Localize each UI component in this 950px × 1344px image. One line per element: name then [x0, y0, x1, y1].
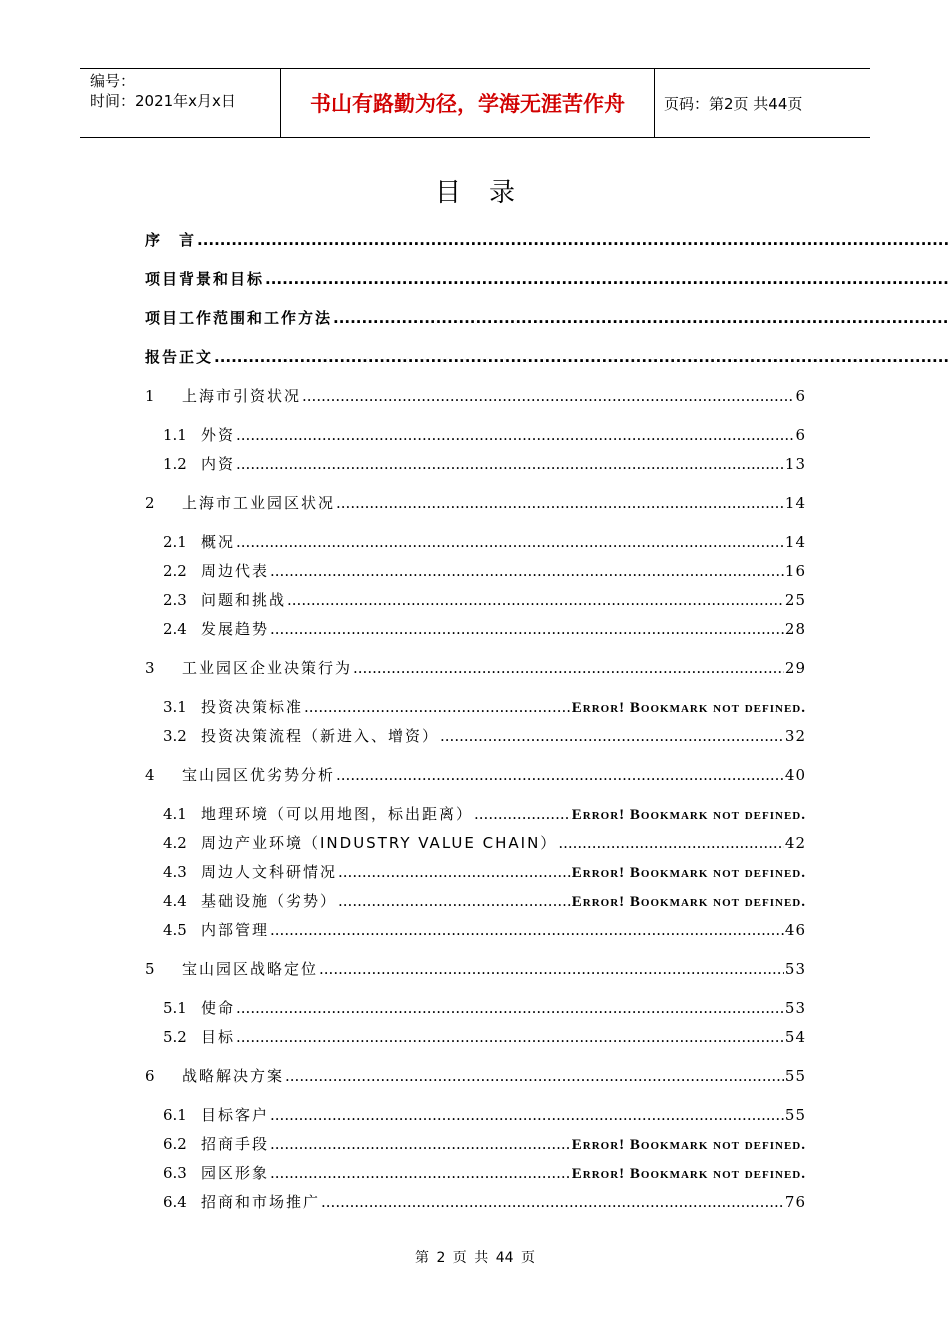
- toc-leader-dots: [236, 1028, 784, 1046]
- toc-entry[interactable]: [163, 589, 806, 611]
- toc-entry[interactable]: [145, 229, 950, 251]
- toc-entry-page: Error! Bookmark not defined.: [571, 807, 806, 823]
- toc-entry[interactable]: [145, 492, 806, 514]
- toc-entry-page: Error! Bookmark not defined.: [571, 894, 806, 910]
- toc-entry-number: 4.2: [163, 834, 187, 852]
- toc-entry-label: 园区形象: [201, 1164, 270, 1182]
- toc-leader-dots: [440, 727, 784, 745]
- toc-leader-dots: [270, 620, 784, 638]
- toc-entry[interactable]: [145, 657, 806, 679]
- toc-leader-dots: [353, 659, 784, 677]
- toc-leader-dots: [336, 494, 784, 512]
- toc-leader-dots: [558, 834, 784, 852]
- toc-entry-number: 5.2: [163, 1028, 187, 1046]
- toc-entry-label: 周边产业环境（INDUSTRY VALUE CHAIN）: [201, 834, 558, 852]
- toc-entry[interactable]: [163, 890, 806, 912]
- toc-leader-dots: [236, 533, 784, 551]
- toc-entry-label: 报告正文: [145, 348, 214, 366]
- toc-entry-number: 1.2: [163, 455, 187, 473]
- toc-leader-dots: [319, 960, 784, 978]
- toc-entry-label: 招商手段: [201, 1135, 270, 1153]
- toc-entry-label: 招商和市场推广: [201, 1193, 321, 1211]
- toc-entry[interactable]: [145, 346, 950, 368]
- toc-entry-number: 5: [145, 960, 155, 978]
- toc-entry-number: 6.3: [163, 1164, 187, 1182]
- toc-entry[interactable]: [163, 618, 806, 640]
- toc-entry-label: 上海市工业园区状况: [182, 494, 336, 512]
- toc-entry[interactable]: [163, 1133, 806, 1155]
- toc-entry[interactable]: [163, 997, 806, 1019]
- toc-entry-page: Error! Bookmark not defined.: [571, 865, 806, 881]
- toc-entry-number: 2.2: [163, 562, 187, 580]
- toc-leader-dots: [338, 892, 571, 910]
- toc-entry-number: 2.1: [163, 533, 187, 551]
- toc-entry-page: 14: [784, 494, 806, 512]
- toc-entry[interactable]: [145, 958, 806, 980]
- toc-entry[interactable]: [163, 919, 806, 941]
- toc-entry-page: 6: [795, 387, 806, 405]
- toc-entry-label: 概况: [201, 533, 236, 551]
- toc-leader-dots: [287, 591, 784, 609]
- toc-entry-page: 6: [795, 426, 806, 444]
- toc-entry-number: 2.4: [163, 620, 187, 638]
- toc-entry-page: 25: [784, 591, 806, 609]
- toc-entry-label: 使命: [201, 999, 236, 1017]
- header-number: 编号：: [90, 72, 136, 90]
- toc-entry-page: 29: [784, 659, 806, 677]
- toc-entry-label: 目标客户: [201, 1106, 270, 1124]
- toc-leader-dots: [197, 231, 949, 249]
- toc-entry-page: 54: [784, 1028, 806, 1046]
- toc-leader-dots: [302, 387, 794, 405]
- toc-entry-number: 6.2: [163, 1135, 187, 1153]
- toc-entry-label: 战略解决方案: [182, 1067, 285, 1085]
- toc-entry-page: Error! Bookmark not defined.: [571, 700, 806, 716]
- toc-leader-dots: [270, 1164, 571, 1182]
- toc-leader-dots: [321, 1193, 784, 1211]
- toc-entry-label: 基础设施（劣势）: [201, 892, 338, 910]
- toc-entry[interactable]: [163, 531, 806, 553]
- toc-leader-dots: [304, 698, 571, 716]
- toc-entry-number: 5.1: [163, 999, 187, 1017]
- toc-entry-page: 55: [784, 1106, 806, 1124]
- toc-entry-label: 宝山园区优劣势分析: [182, 766, 336, 784]
- toc-entry[interactable]: [163, 861, 806, 883]
- toc-title: 目录: [434, 178, 543, 208]
- toc-entry-number: 1: [145, 387, 155, 405]
- toc-entry-label: 投资决策标准: [201, 698, 304, 716]
- toc-leader-dots: [336, 766, 784, 784]
- toc-entry-page: Error! Bookmark not defined.: [571, 1166, 806, 1182]
- toc-entry-label: 宝山园区战略定位: [182, 960, 319, 978]
- toc-entry-page: 46: [784, 921, 806, 939]
- toc-leader-dots: [214, 348, 949, 366]
- toc-leader-dots: [270, 921, 784, 939]
- toc-entry[interactable]: [163, 1162, 806, 1184]
- toc-entry-number: 2: [145, 494, 155, 512]
- toc-entry[interactable]: [163, 1104, 806, 1126]
- toc-entry-label: 周边人文科研情况: [201, 863, 338, 881]
- toc-entry-label: 问题和挑战: [201, 591, 287, 609]
- header-meta: [80, 69, 281, 137]
- toc-entry-number: 6: [145, 1067, 155, 1085]
- toc-entry-label: 上海市引资状况: [182, 387, 302, 405]
- header-time: 时间：2021年x月x日: [90, 92, 236, 110]
- toc-entry-page: 76: [784, 1193, 806, 1211]
- toc-entry-page: 53: [784, 960, 806, 978]
- toc-leader-dots: [338, 863, 571, 881]
- toc-entry-label: 项目工作范围和工作方法: [145, 309, 333, 327]
- toc-entry[interactable]: [145, 1065, 806, 1087]
- toc-leader-dots: [333, 309, 949, 327]
- toc-entry[interactable]: [163, 696, 806, 718]
- toc-entry-page: 13: [784, 455, 806, 473]
- toc-entry-label: 工业园区企业决策行为: [182, 659, 353, 677]
- toc-leader-dots: [474, 805, 571, 823]
- toc-entry-number: 4: [145, 766, 155, 784]
- toc-entry-number: 3: [145, 659, 155, 677]
- toc-entry-label: 内资: [201, 455, 236, 473]
- toc-leader-dots: [270, 1135, 571, 1153]
- toc-entry[interactable]: [163, 424, 806, 446]
- toc-entry-page: 28: [784, 620, 806, 638]
- toc-entry-label: 地理环境（可以用地图，标出距离）: [201, 805, 474, 823]
- header-page-info: 页码：第2页 共44页: [664, 94, 803, 113]
- toc-entry-number: 1.1: [163, 426, 187, 444]
- toc-entry-page: 14: [784, 533, 806, 551]
- toc-entry-number: 2.3: [163, 591, 187, 609]
- toc-entry-number: 3.2: [163, 727, 187, 745]
- toc-entry[interactable]: [145, 764, 806, 786]
- toc-leader-dots: [236, 455, 784, 473]
- toc-entry-label: 周边代表: [201, 562, 270, 580]
- toc-entry-number: 4.4: [163, 892, 187, 910]
- toc-entry-page: 53: [784, 999, 806, 1017]
- toc-entry-page: 16: [784, 562, 806, 580]
- toc-entry[interactable]: [163, 453, 806, 475]
- toc-entry[interactable]: [145, 385, 806, 407]
- toc-entry-label: 序 言: [145, 231, 197, 249]
- toc-entry[interactable]: [163, 1026, 806, 1048]
- toc-entry-number: 6.1: [163, 1106, 187, 1124]
- toc-entry[interactable]: [145, 307, 950, 329]
- page-header: [80, 68, 870, 138]
- header-motto: 书山有路勤为径，学海无涯苦作舟: [281, 69, 655, 137]
- toc-leader-dots: [236, 999, 784, 1017]
- toc-entry-number: 6.4: [163, 1193, 187, 1211]
- toc-entry-page: 42: [784, 834, 806, 852]
- toc-leader-dots: [265, 270, 949, 288]
- toc-entry[interactable]: [163, 560, 806, 582]
- toc-entry-number: 3.1: [163, 698, 187, 716]
- toc-entry-label: 发展趋势: [201, 620, 270, 638]
- toc-entry[interactable]: [163, 725, 806, 747]
- toc-entry-label: 内部管理: [201, 921, 270, 939]
- toc-entry-label: 目标: [201, 1028, 236, 1046]
- toc-entry[interactable]: [163, 832, 806, 854]
- toc-entry-label: 外资: [201, 426, 236, 444]
- toc-leader-dots: [236, 426, 794, 444]
- toc-entry-number: 4.5: [163, 921, 187, 939]
- toc-entry-page: Error! Bookmark not defined.: [571, 1137, 806, 1153]
- toc-entry-label: 投资决策流程（新进入、增资）: [201, 727, 440, 745]
- toc-entry-page: 55: [784, 1067, 806, 1085]
- toc-entry-page: 32: [784, 727, 806, 745]
- toc-entry[interactable]: [163, 1191, 806, 1213]
- toc-entry-number: 4.1: [163, 805, 187, 823]
- toc-leader-dots: [270, 562, 784, 580]
- toc-entry-label: 项目背景和目标: [145, 270, 265, 288]
- toc-leader-dots: [270, 1106, 784, 1124]
- toc-entry-page: 40: [784, 766, 806, 784]
- toc-leader-dots: [285, 1067, 784, 1085]
- toc-entry[interactable]: [163, 803, 806, 825]
- page-footer: 第 2 页 共 44 页: [415, 1250, 535, 1266]
- toc-entry[interactable]: [145, 268, 950, 290]
- toc-entry-number: 4.3: [163, 863, 187, 881]
